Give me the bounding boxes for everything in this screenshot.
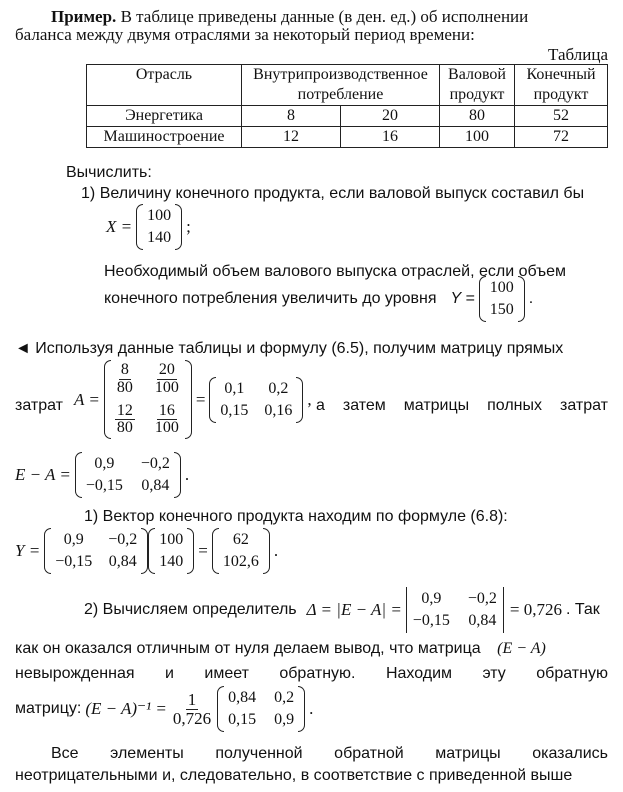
task-item-2-line-1: Необходимый объем валового выпуска отраслей, если объем <box>104 263 567 280</box>
header-industry: Отрасль <box>87 65 242 106</box>
e-minus-a-expression: E − A = 0,9 −0,2 −0,15 0,84 . <box>15 452 189 498</box>
table-row <box>87 127 608 148</box>
table-caption: Таблица <box>548 45 608 64</box>
vector-y-result: 62 102,6 <box>212 528 270 574</box>
y-vector: 100 150 <box>479 276 525 322</box>
compute-heading: Вычислить: <box>66 164 152 181</box>
inverse-matrix-expression: матрицу: (E − A)⁻¹ = $\frac{1}{0,726}$ 0,84 0,2 0,15 0,9 . <box>15 686 313 732</box>
table-header-row <box>87 65 608 106</box>
det-label: Δ = |E − A| = <box>306 600 402 620</box>
header-internal: Внутрипроизводственное потребление <box>242 65 440 106</box>
paragraph-line-2: невырожденная и имеет обратную. Находим эту обратную <box>15 665 608 682</box>
ema-label: E − A = <box>15 465 71 485</box>
inverse-label: (E − A)⁻¹ = <box>85 699 167 719</box>
matrix-inverse: 0,84 0,2 0,15 0,9 <box>217 686 305 732</box>
inverse-scalar: $\frac{1}{0,726}$ <box>172 689 212 728</box>
example-label: Пример. В таблице приведены данные (в ден. ед.) об исполнении <box>51 7 529 26</box>
cell-final: 72 <box>515 127 608 148</box>
step-1: 1) Вектор конечного продукта находим по формуле (6.8): <box>84 508 508 525</box>
a-label: A = <box>74 389 100 409</box>
task-item-1: 1) Величину конечного продукта, если валовой выпуск составил бы <box>81 185 585 202</box>
solution-line-1: ◄ Используя данные таблицы и формулу (6.5), получим матрицу прямых <box>15 340 564 357</box>
y-result-expression: Y = 0,9 −0,2 −0,15 0,84 100 140 = 62 102,6 . <box>15 528 278 574</box>
solution-line-2-start: затрат <box>15 397 63 414</box>
task-item-2-line-2: конечного потребления увеличить до уровня Y = 100 150 . <box>104 276 533 322</box>
table-row <box>87 106 608 127</box>
cell-a: 8 <box>242 106 341 127</box>
cell-b: 16 <box>340 127 439 148</box>
final-line-2: неотрицательными и, следовательно, в соответствие с приведенной выше <box>15 767 573 784</box>
step-2: 2) Вычисляем определитель <box>84 601 297 618</box>
matrix-e-minus-a-copy: 0,9 −0,2 −0,15 0,84 <box>44 528 148 574</box>
x-label: X = <box>106 217 133 237</box>
final-line-1: Все элементы полученной обратной матрицы оказались <box>51 745 608 762</box>
header-final: Конечный продукт <box>515 65 608 106</box>
y-label: Y = <box>450 290 475 307</box>
paragraph-line-1: как он оказался отличным от нуля делаем вывод, что матрица (E − A) <box>15 640 546 657</box>
solution-line-2-tail: а затем матрицы полных затрат <box>316 397 608 414</box>
vector-x: 100 140 <box>148 528 194 574</box>
cell-b: 20 <box>340 106 439 127</box>
determinant-line: 2) Вычисляем определитель Δ = |E − A| = 0,9 −0,2 −0,15 0,84 = 0,726 . Так <box>84 587 600 633</box>
y2-label: Y = <box>15 541 41 561</box>
x-vector-expression: X = 100 140 ; <box>106 204 191 250</box>
determinant: 0,9 −0,2 −0,15 0,84 <box>406 587 506 633</box>
cell-a: 12 <box>242 127 341 148</box>
balance-table <box>86 64 608 148</box>
row-name: Энергетика <box>87 106 242 127</box>
cell-gross: 80 <box>440 106 515 127</box>
row-name: Машиностроение <box>87 127 242 148</box>
matrix-a-expression: A = $\frac{8}{80}$ $\frac{20}{100}$ $\frac{12}{80}$ $\frac{16}{100}$ = 0,1 0,2 0,15 0,16 , <box>74 360 312 439</box>
matrix-e-minus-a: 0,9 −0,2 −0,15 0,84 <box>75 452 181 498</box>
x-vector: 100 140 <box>136 204 182 250</box>
matrix-a-decimal: 0,1 0,2 0,15 0,16 <box>209 377 303 423</box>
matrix-a-fractions: $\frac{8}{80}$ $\frac{20}{100}$ $\frac{12}{80}$ $\frac{16}{100}$ <box>104 360 192 439</box>
header-gross: Валовой продукт <box>440 65 515 106</box>
cell-final: 52 <box>515 106 608 127</box>
intro-line-2: баланса между двумя отраслями за некоторый период времени: <box>15 25 475 44</box>
cell-gross: 100 <box>440 127 515 148</box>
